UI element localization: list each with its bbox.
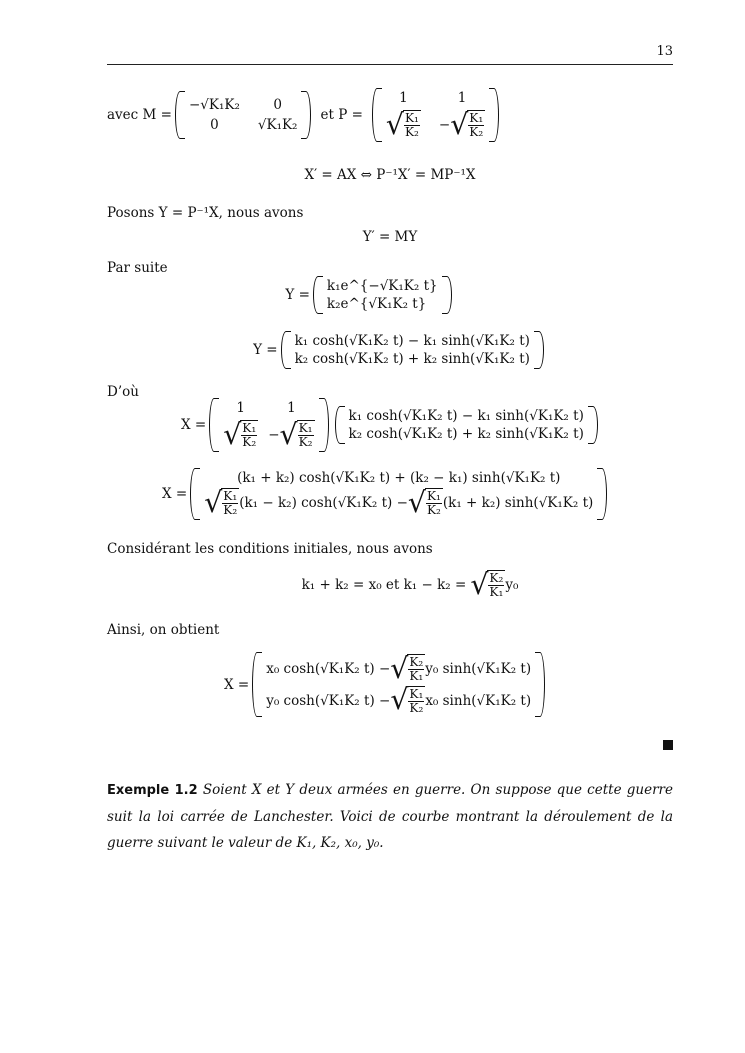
equation-initial-conditions: k₁ + k₂ = x₀ et k₁ − k₂ = √ $\frac{\text{K₂}}{\text{K₁}}$ y₀ [301,567,519,601]
equation-y-hyp: Y = k₁ cosh(√K₁K₂ t) − k₁ sinh(√K₁K₂ t) k₂ cosh(√K₁K₂ t) + k₂ sinh(√K₁K₂ t) [107,331,673,369]
matrix-p-repeat: 1 1 √ $\frac{\text{K₁}}{\text{K₂}}$ − √ $\frac{\text{K₁}}{\text{K₂}}$ [209,398,328,452]
x-exp-2: √ $\frac{\text{K₁}}{\text{K₂}}$ (k₁ − k₂) cosh(√K₁K₂ t) − √ $\frac{\text{K₁}}{\text{K₂}}$ (k₁ + k₂) sinh(√K₁K₂ t) [204,485,594,519]
m-21: 0 [210,116,219,133]
x-final-1: x₀ cosh(√K₁K₂ t) − √ $\frac{\text{K₂}}{\text{K₁}}$ y₀ sinh(√K₁K₂ t) [266,651,532,685]
x-final-2: y₀ cosh(√K₁K₂ t) − √ $\frac{\text{K₁}}{\text{K₂}}$ x₀ sinh(√K₁K₂ t) [266,683,532,717]
page [107,0,673,1053]
example-label: Exemple 1.2 [107,783,198,798]
matrix-m [175,91,312,139]
m-22: √K₁K₂ [257,116,298,133]
p-22: − √ $\frac{\text{K₁}}{\text{K₂}}$ [438,107,484,141]
p-12: 1 [457,90,467,106]
matrix-p [372,88,499,142]
matrix-y-hyp [281,331,544,369]
equation-x-expanded: X = (k₁ + k₂) cosh(√K₁K₂ t) + (k₂ − k₁) sinh(√K₁K₂ t) √ $\frac{\text{K₁}}{\text{K₂}}$ (k₁ − k₂) cosh(√K₁K₂ t) − √ $\frac{\text{K₁}}{\text{K₂}}$ (k₁ + k₂) sinh(√K₁K₂ t) [107,468,673,520]
y-exp-1: k₁e^{−√K₁K₂ t} [326,278,438,294]
equation-y-exp: Y = k₁e^{−√K₁K₂ t} k₂e^{√K₁K₂ t} [107,276,673,314]
considerant-text: Considérant les conditions initiales, nous avons [107,541,433,557]
qed-square-icon [663,740,673,750]
matrix-x-final [252,652,545,717]
matrix-y-exp [313,276,452,314]
posons-text: Posons Y = P⁻¹X, nous avons [107,205,304,221]
dou-text: D’où [107,384,139,400]
matrix-x-expanded [190,468,607,520]
definition-m-p [107,88,673,142]
header-rule [107,64,673,65]
par-suite-text: Par suite [107,260,168,276]
x-exp-1: (k₁ + k₂) cosh(√K₁K₂ t) + (k₂ − k₁) sinh(√K₁K₂ t) [237,470,561,486]
m-11: −√K₁K₂ [188,96,240,113]
y-hyp-1: k₁ cosh(√K₁K₂ t) − k₁ sinh(√K₁K₂ t) [294,333,530,349]
p-11: 1 [399,90,408,106]
equation-x-product: X = 1 1 √ $\frac{\text{K₁}}{\text{K₂}}$ − √ $\frac{\text{K₁}}{\text{K₂}}$ k₁ cosh(√K₁K₂ t) − k₁ sinh(√K₁K₂ t) k₂ cosh(√K₁K₂ t) + k₂ sinh(√K₁K₂ t) [107,398,673,452]
matrix-y-hyp-repeat: k₁ cosh(√K₁K₂ t) − k₁ sinh(√K₁K₂ t) k₂ cosh(√K₁K₂ t) + k₂ sinh(√K₁K₂ t) [335,406,598,444]
p-21: √ $\frac{\text{K₁}}{\text{K₂}}$ [385,107,419,141]
ainsi-text: Ainsi, on obtient [107,622,220,638]
equation-y-prime: Y′ = MY [362,229,418,245]
y-exp-2: k₂e^{√K₁K₂ t} [326,296,427,312]
equation-x-final: X = x₀ cosh(√K₁K₂ t) − √ $\frac{\text{K₂}}{\text{K₁}}$ y₀ sinh(√K₁K₂ t) y₀ cosh(√K₁K₂ t) − √ $\frac{\text{K₁}}{\text{K₂}}$ x₀ sinh(√K₁K₂ t) [107,652,673,717]
et-p-label: et P = [320,106,363,123]
equation-equivalence: X′ = AX ⇔ P⁻¹X′ = MP⁻¹X [304,167,476,183]
page-number: 13 [656,44,673,59]
avec-m-label: avec M = [107,106,172,123]
example-body: Soient X et Y deux armées en guerre. On suppose que cette guerre suit la loi carrée de Lanchester. Voici de courbe montrant la déroulement de la guerre suivant le valeur de K₁, K₂, x₀, y₀. [107,782,673,851]
example-paragraph [107,777,673,856]
y-hyp-2: k₂ cosh(√K₁K₂ t) + k₂ sinh(√K₁K₂ t) [294,351,530,367]
m-12: 0 [273,96,282,113]
